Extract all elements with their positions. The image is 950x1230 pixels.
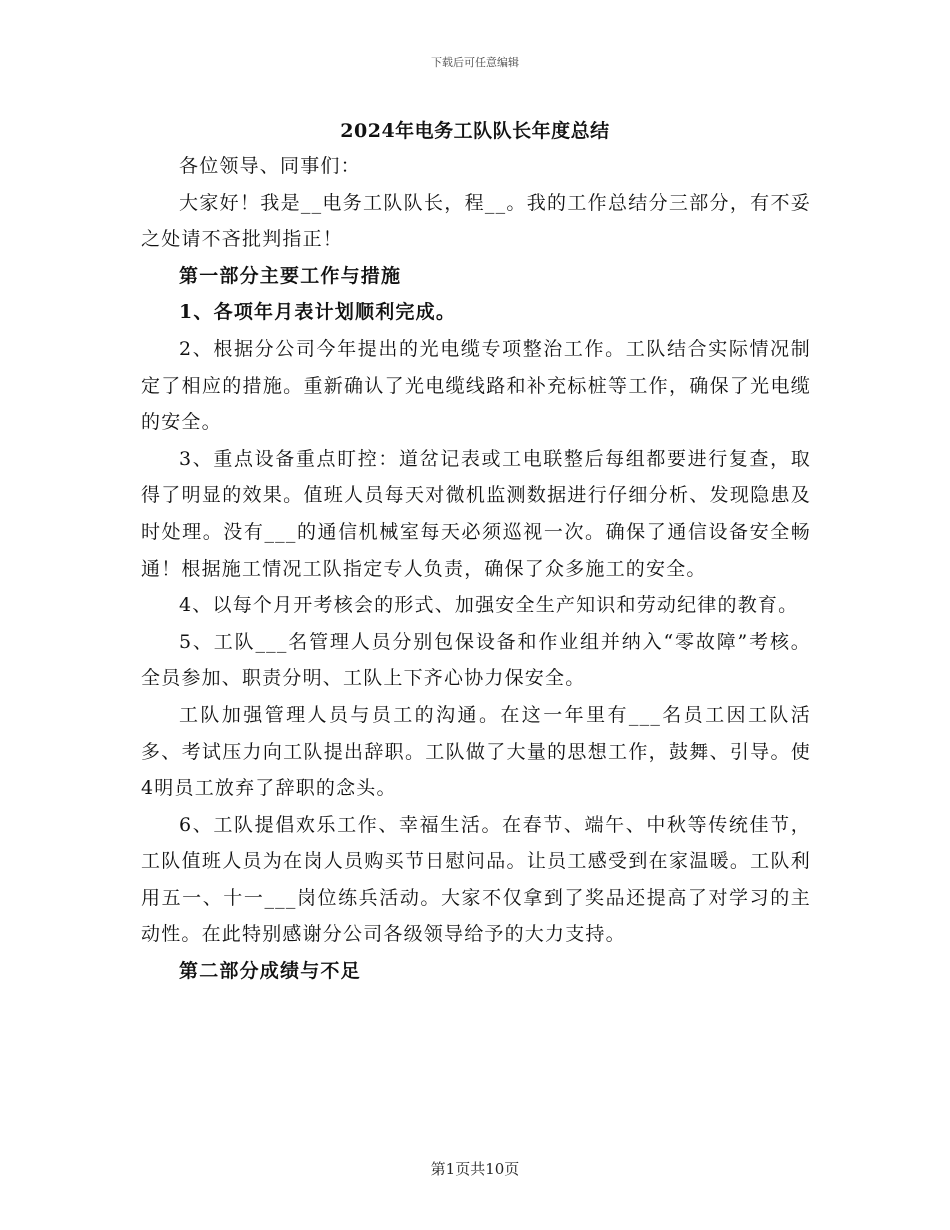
paragraph-item-2: 2、根据分公司今年提出的光电缆专项整治工作。工队结合实际情况制定了相应的措施。重新确认了光电缆线路和补充标桩等工作，确保了光电缆的安全。 [141,337,811,434]
paragraph-item-4: 4、以每个月开考核会的形式、加强安全生产知识和劳动纪律的教育。 [179,594,799,617]
paragraph-intro: 大家好！我是__电务工队队长，程__。我的工作总结分三部分，有不妥之处请不吝批判指正！ [141,191,811,251]
page-number-footer: 第1页共10页 [430,1160,520,1178]
section-heading-part-two: 第二部分成绩与不足 [179,960,361,983]
paragraph-item-5: 5、工队___名管理人员分别包保设备和作业组并纳入“零故障”考核。全员参加、职责分明、工队上下齐心协力保安全。 [141,630,811,690]
document-body [141,148,811,990]
section-heading-part-one: 第一部分主要工作与措施 [179,264,402,287]
paragraph-communication: 工队加强管理人员与员工的沟通。在这一年里有___名员工因工队活多、考试压力向工队提出辞职。工队做了大量的思想工作，鼓舞、引导。使4明员工放弃了辞职的念头。 [141,703,811,800]
document-title: 2024年电务工队队长年度总结 [340,120,610,142]
item-heading-1: 1、各项年月表计划顺利完成。 [179,301,457,324]
paragraph-item-3: 3、重点设备重点盯控：道岔记表或工电联整后每组都要进行复查，取得了明显的效果。值班人员每天对微机监测数据进行仔细分析、发现隐患及时处理。没有___的通信机械室每天必须巡视一次。确保了通信设备安全畅通！根据施工情况工队指定专人负责，确保了众多施工的安全。 [141,447,811,580]
paragraph-greeting: 各位领导、同事们： [179,155,361,177]
paragraph-item-6: 6、工队提倡欢乐工作、幸福生活。在春节、端午、中秋等传统佳节，工队值班人员为在岗人员购买节日慰问品。让员工感受到在家温暖。工队利用五一、十一___岗位练兵活动。大家不仅拿到了奖品还提高了对学习的主动性。在此特别感谢分公司各级领导给予的大力支持。 [141,813,811,946]
header-note: 下载后可任意编辑 [431,56,519,69]
